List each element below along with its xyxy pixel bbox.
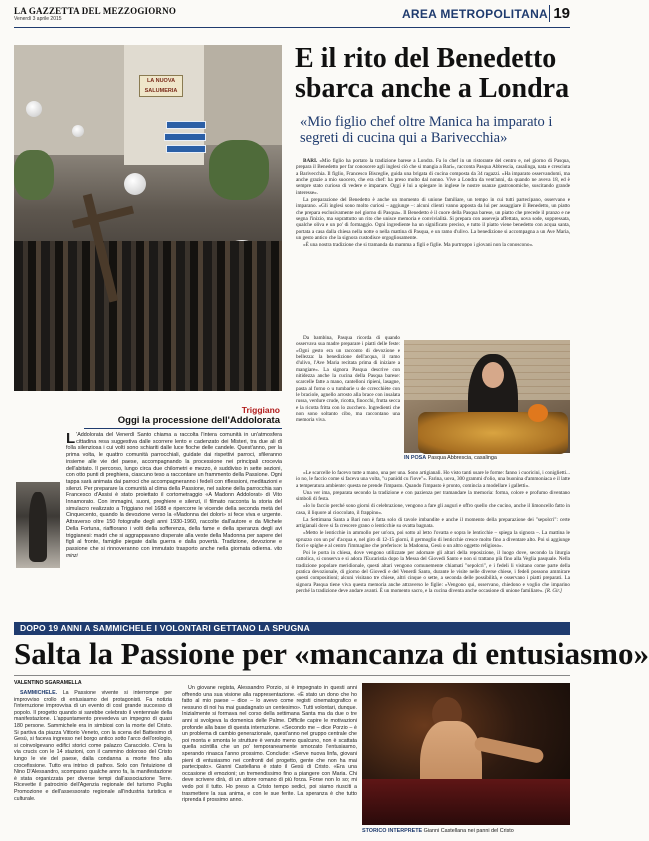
main-article-top bbox=[296, 158, 570, 249]
article-paragraph: «Io lo faccio perché sono giorni di celebrazione, vengono a fare gli auguri e offro quello che cucino, anche il limoncello fatto in casa, il liquore al cioccolato, il frappìno». bbox=[296, 503, 570, 516]
caption-text: Gianni Castellana nei panni del Cristo bbox=[423, 828, 514, 834]
caption-text: Pasqua Abbrescia, casalinga bbox=[427, 455, 497, 461]
chef-photo bbox=[404, 340, 570, 453]
main-deck: «Mio figlio chef oltre Manica ha imparato i segreti di cucina qui a Barivecchia» bbox=[300, 114, 553, 146]
masthead bbox=[14, 6, 570, 28]
divider bbox=[84, 428, 282, 429]
procession-photo bbox=[14, 45, 282, 391]
christ-photo-caption bbox=[362, 828, 570, 834]
triggiano-lead: 'Addolorata del Venerdì Santo chiama a raccolta l'intera comunità in un'atmosfera cittadina resa suggestiva dalle scorrere lento e cadenzato dei Misteri, tra due ali di folla silenziosa i cui volti sono schiariti dalle luce fioche delle candele. Quest'anno, per la prima volta, le quattro comunità parrocchiali, guidate dai rispettivi parroci, sfileranno insieme alle vie del paese, accompagnando la processione nei principali crocevia dell'abitato. Il percorso, lungo circa due chilometri e mezzo, è suddiviso in sette sezioni, con otto punti di preghiera, ciascuno teso a raccontare un frammento della Passione. Ogni tappa sarà animata dai parroci che accompagneranno i fedeli con riflessioni, meditazioni e silenzi. bbox=[66, 432, 282, 492]
secondary-kicker: DOPO 19 ANNI A SAMMICHELE I VOLONTARI GETTANO LA SPUGNA bbox=[20, 623, 310, 633]
dateline: SAMMICHELE. bbox=[20, 690, 58, 696]
triggiano-rest: Per preparare la comunità al clima della Passione, nel salone della parrocchia san Francesco d'Assisi è stato proiettato il cortometraggio «A Madonn Addolorat» di Vito Innamorato. Con immagini, suoni, preghiere e silenzi, il filmato racconta la storia del simulacro realizzato a Triggiano nel 1688 e ripercorre le vicende della seconda metà del Cinquecento, quando la devozione verso la «Madonna dei dolori» si fece viva e urgente. Attraverso oltre 150 fotografie degli anni 1930-1960, raccolte dall'autore e da Michele Della Fortuna, riaffiorano i volti della sofferenza, della fame e della speranza degli avi triggianesi: madri che si aggrappavano disperate alla veste della Madonna per sapere dei figli al fronte, famiglie piegate dalla guerra e dalla povertà. Tradizione, devozione e passione che si rinnoveranno con immutato trasporto anche nella giornata odierna. bbox=[66, 485, 282, 552]
main-headline: E il rito del Benedetto sbarca anche a Londra bbox=[295, 43, 570, 104]
author-signature: [R. Gir.] bbox=[544, 589, 562, 595]
triggiano-location: Triggiano bbox=[241, 405, 280, 415]
drop-cap: L bbox=[66, 430, 76, 447]
newspaper-name: LA GAZZETTA DEL MEZZOGIORNO bbox=[14, 6, 177, 16]
section-title: AREA METROPOLITANA bbox=[401, 7, 548, 21]
shop-sign: LA NUOVA SALUMERIA bbox=[139, 75, 183, 97]
divider bbox=[14, 675, 570, 676]
main-article-bottom bbox=[296, 470, 570, 614]
triggiano-article bbox=[14, 393, 282, 617]
secondary-column-1 bbox=[14, 690, 172, 840]
article-paragraph: La Passione vivente si interrompe per improvviso crollo di entusiasmo dei protagonisti. Fa notizia l'interruzione improvvisa di un evento di così grande successo di popolo. Il progetto quando si sarebbe celebrato il ventennale della manifestazione. L'appuntamento prevedeva un impegno di quasi 180 persone. Sammichele era in simbiosi con la morte del Cristo. Si partiva da piazza Vittorio Veneto, con la scena del Battesimo di Gesù, si faceva ingresso nel borgo antico sotto l'arco dell'orologio, si coinvolgevano edifici storici come palazzo Caracciolo. C'era la via crucis con le 14 stazioni, con il cammino doloroso del Cristo lungo le vie del paese, dalla condanna a morte fino alla crocefissione. Tutto era intriso di pathos. Solo con l'intuizione di Nino D'Alessandro, scomparso qualche anno fa, la manifestazione è stata organizzata per diverse tempi dall'associazione Terre. Ricevette il patrocinio dell'Agenzia regionale del turismo Puglia Promozione e dell'assessorato regionale all'industria turistica e culturale. bbox=[14, 690, 172, 802]
article-paragraph: Poi le porta in chiesa, dove vengono utilizzate per adornare gli altari della reposizione, il luogo dove, secondo la liturgia cattolica, si conserva e si adora l'Eucaristia dopo la Messa del Giovedì Santo e non si trattano più fino alla Veglia pasquale. Nella tradizione popolare meridionale, questi altari vengono comunemente chiamati "sepolcri", e i fedeli li visitano come parte della pratica devozionale, di giorno del Giovedì e del Venerdì Santo, durante le visite nelle diverse chiese, i fedeli possono ammirare questi compositioni; alcuni visitano tre chiese, altri cinque o sette, a seconda delle possibilità, e osservano i piatti preparati. La signora Pasqua tiene viva questa memoria anche attraverso le figlie: «Vengono qui, osservano, chiedono e voglio che imparino perché la tradizione deve andare avanti. È un momento sacro, e la cucina diventa anche occasione di unione familiare». bbox=[296, 550, 570, 595]
article-paragraph: «Metto le lenticchie in ammollo per un'ora, poi sotto al letto l'ovatta e sopra le lenticchie – spiega la signora –. La mattina le spruzzo con un po' d'acqua e, nel giro di 12-15 giorni, il germoglio di lenticchie cresce molto fino a diventare alto. Poi si aggiunge fiori e spighe e al centro l'immagine che preferisce: la Madonna, Gesù o un altro oggetto religioso». bbox=[296, 530, 570, 549]
caption-label: STORICO INTERPRETE bbox=[362, 828, 423, 834]
article-paragraph: Un giovane regista, Alessandro Porzio, si è impegnato in questi anni offrendo una sua visione alla rappresentazione. «È stato un dono che ho fatto al mio paese – dice – lo avevo come registi cinematografico e nessuno di noi ha mai guadagnato un centesimo». Tutti volontari, dunque. Inizialmente si formava nel corso della settimana Santa ma da due o tre anni si svolgeva la domenica delle Palme. Difficile capire le motivazioni profonde alla base di questa interruzione. «Secondo me – dice Porzio – è un problema di cambio generazionale, quest'anno nel gruppo centrale che poi monta e smonta le strutture è venuto meno qualcuno, non è scattata quella scintilla che un po' temporaneamente smorzato l'entusiasmo, sperando rinasca l'anno prossimo. Conclude: «Serve nuova linfa, giovani pieni di entusiasmo nei confronti del progetto, gente che non ha mai partecipato». Gianni Castellana è stato il Gesù di Cristo. «Era una occasione di emozioni; un tremendissimo fino a piangere con Maria. Chi deve scrivere dirà, di un attore romano di più forza. Forse non lo so; mi vedo poi il tutto. Ho preso a Cristo tempo sedici, poi siamo riusciti a trasmettere la sua anima, e con le sue ferite. La speranza è che tutto riprenda il prossimo anno. bbox=[182, 685, 357, 804]
secondary-headline: Salta la Passione per «mancanza di entusiasmo» bbox=[14, 636, 649, 671]
dateline: BARI. bbox=[303, 158, 318, 164]
article-paragraph: La Settimana Santa a Bari non è fatta solo di tavole imbandite e anche il momento della preparazione dei "sepolcri": certe artigianali dove si fa crescere grano o lenticchie su ovatta bagnata. bbox=[296, 516, 570, 530]
byline: VALENTINO SGARAMELLA bbox=[14, 680, 82, 686]
christ-interpreter-photo bbox=[362, 683, 570, 825]
article-paragraph: «Mio figlio ha portato la tradizione barese a Londra. Fa lo chef in un ristorante del centro e, nel giorno di Pasqua, prepara il Benedetto per far conoscere agli inglesi ciò che si mangia a Bari», racconta Pasqua Abbrescia, casalinga, nata e cresciuta a Barivecchia. Il figlio, Francesco Bisceglie, guida una brigata di cucina composta da 34 ragazzi. «Ha imparato osservandomi, ma anche grazie a mio suocero, che era chef: ha preso molto dal nonno. Vive a Londra da vent'anni, da quando ne aveva 18, ed è sempre stato curioso di vedere e imparare. Oggi è lui a spiegare in inglese le nostre usanze gastronomiche, suscitando grande interesse». bbox=[296, 158, 570, 196]
triggiano-headline: Oggi la processione dell'Addolorata bbox=[117, 415, 280, 426]
article-paragraph: Da bambina, Pasqua ricorda di quando osservava sua madre preparare i piatti delle feste: «Ogni gesto era un racconto di devozione e bellezza: la benedizione dell'acqua, il ramo d'ulivo, l'Ave Maria recitata prima di iniziare a mangiare». La signora Pasqua descrive con nitidezza anche la cucina della Pasqua barese: scarcelle fatte a mano, cantelloni ripieni, lasagne, pasta al forno o u tumbarìe u de ccrecchiète con le braciole, agnello arrosto alla brace con insalata russa, verdure crude, ricotta, finocchi, frutta secca e la ricotta fritta con lo zucchero. Ingredienti che non sono soltanto cibo, ma raccontano una memoria viva. bbox=[296, 335, 400, 424]
triggiano-body bbox=[16, 432, 282, 616]
article-paragraph: «Le scarcelle lo facevo tutte a mano, una per una. Sono artigianali. Ho visto tanti usare le forme: fanno i cuoricini, i coniglietti... io no, le faccio come si faceva una volta, "u panìdd cu l'ìove"». Farina, uova, 300 grammi d'olio, una buonina d'ammoniaca e il latte a temperatura ambiente: questa ne prende l'impasto. Quando l'impasto è pronto, comincia a modellare i galletti». bbox=[296, 470, 570, 489]
issue-date: Venerdì 3 aprile 2015 bbox=[14, 16, 62, 22]
article-paragraph: Una ver ima, preparata secondo la tradizione e con pazienza per tramandare la memoria: forma, colore e profumo diventano simboli di festa. bbox=[296, 489, 570, 503]
page-number: 19 bbox=[549, 5, 570, 22]
addolorata-photo bbox=[16, 482, 60, 568]
article-paragraph: «È una nostra tradizione che si tramanda da mamma a figli e figlie. Ma purtroppo i giovani non la conoscono». bbox=[303, 242, 534, 249]
author-signature: vito minzi bbox=[66, 545, 282, 559]
article-paragraph: La preparazione del Benedetto è anche un momento di unione familiare, un tempo in cui tutti partecipano, osservano e imparano. «Gli inglesi sono molto curiosi – aggiunge –: alcuni clienti vanno apposta da lui per assaggiare il Benedetto, un piatto che prepara esclusivamente nel giorno di Pasqua». Il Benedetto è il cuore della Pasqua barese, un piatto che precede il pranzo e ne segna l'inizio, ma soprattutto un rito che unisce memoria e convivialità. Si prepara con asseveja affettata, uova sode, soppressata, qualche oliva e un po' di formaggio. Ogni ingrediente ha un significato preciso, e tutto il piatto viene benedetto con acqua santa, portata a casa dalla chiesa nella notte o nella mattina di Pasqua, e un ramo d'ulivo. La benedizione si accompagna a un Ave Maria, un gesto antico che la signora custodisce orgogliosamente. bbox=[296, 196, 570, 241]
main-article-narrow bbox=[296, 335, 400, 473]
caption-label: IN POSA bbox=[404, 455, 427, 461]
chef-photo-caption bbox=[404, 455, 570, 461]
secondary-column-2 bbox=[182, 685, 357, 840]
